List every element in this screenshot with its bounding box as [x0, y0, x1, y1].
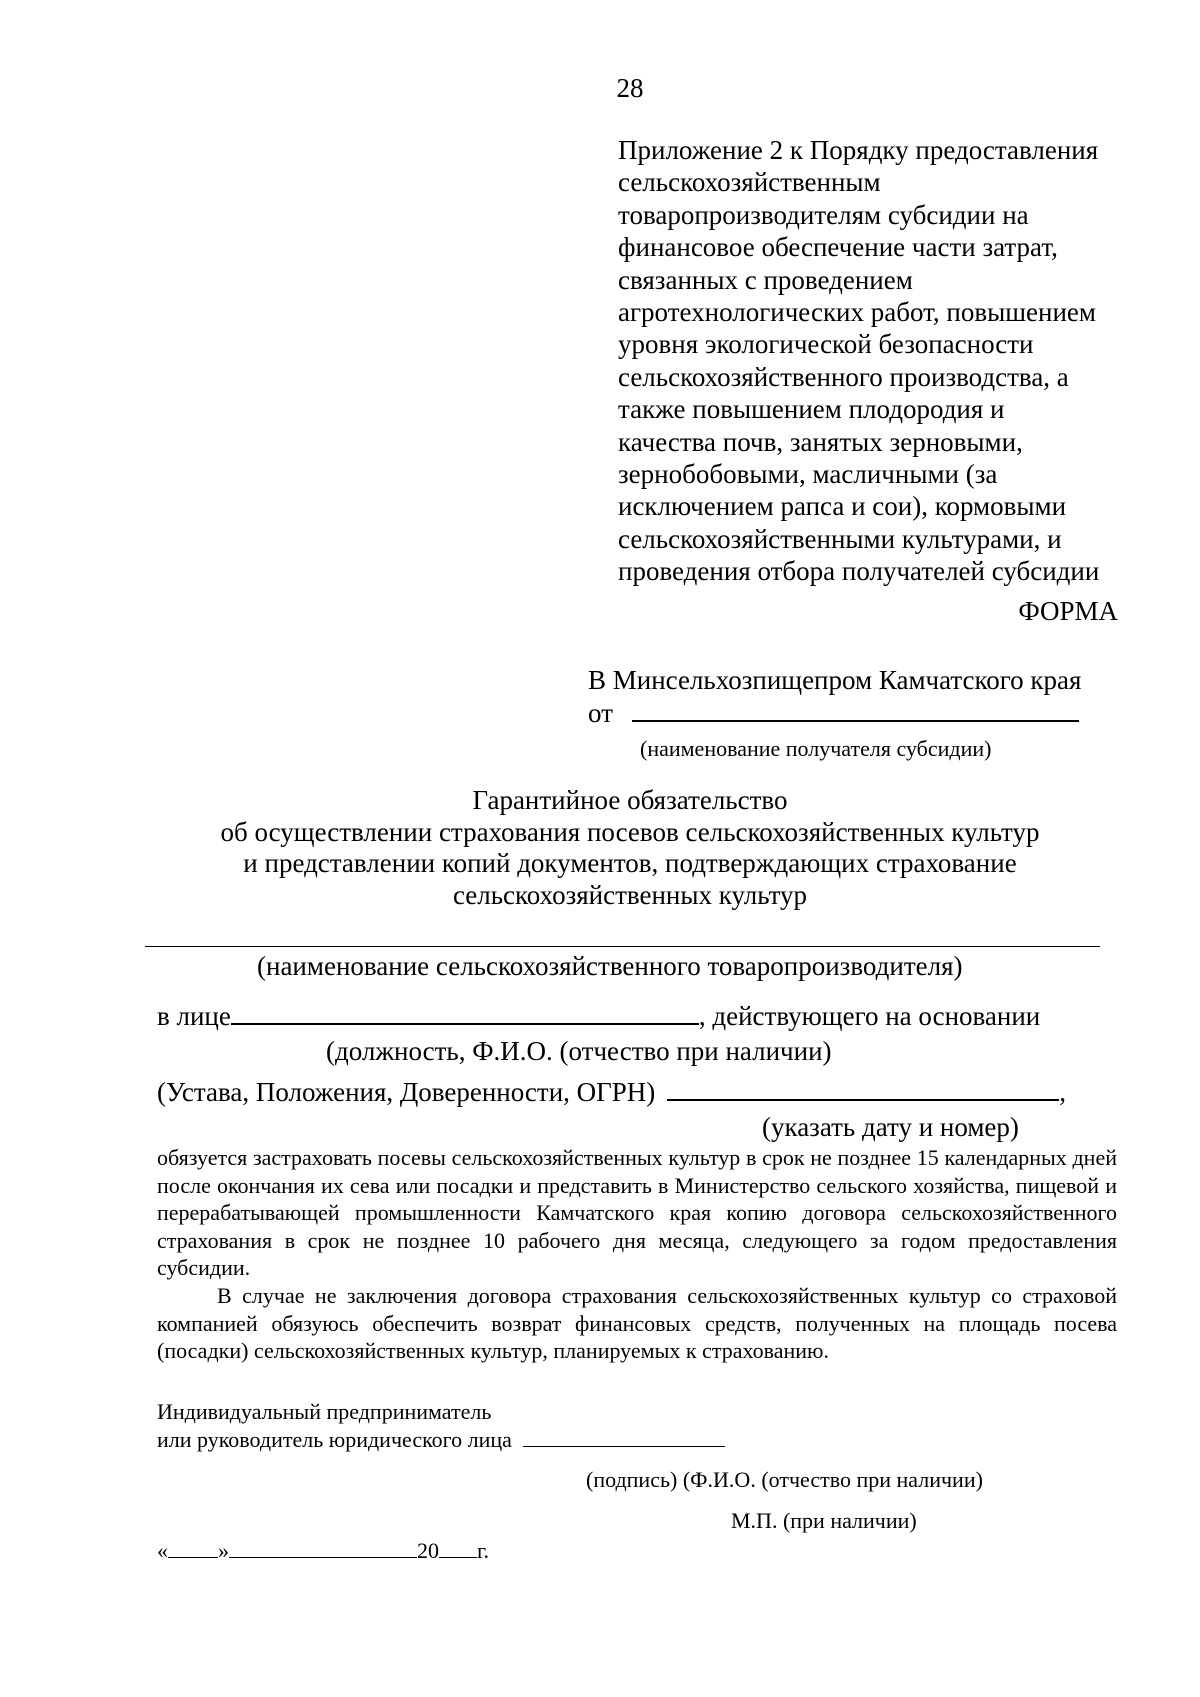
signature-blank-line[interactable]	[523, 1428, 725, 1447]
date-year-blank[interactable]	[439, 1539, 477, 1558]
appendix-line: проведения отбора получателей субсидии	[618, 556, 1100, 587]
signature-block	[157, 1398, 725, 1453]
addressee-from	[588, 697, 1079, 729]
page-number: 28	[616, 73, 644, 103]
addressee-to: В Минсельхозпищепром Камчатского края	[588, 665, 1082, 695]
from-blank-line[interactable]	[632, 698, 1079, 722]
appendix-line: связанных с проведением	[618, 264, 913, 295]
person-suffix: , действующего на основании	[698, 1001, 1041, 1031]
from-label: от	[588, 698, 613, 728]
person-caption: (должность, Ф.И.О. (отчество при наличии)	[326, 1036, 832, 1066]
appendix-line: товаропроизводителям субсидии на	[618, 199, 1029, 230]
obligation-paragraph-1: обязуется застраховать посевы сельскохозяйственных культур в срок не позднее 15 календарных дней после окончания их сева или посадки и представить в Министерство сельского хозяйства, пищевой и перерабатывающей промышленности Камчатского края копию договора сельскохозяйственного страхования в срок не позднее 10 рабочего дня месяца, следующего за годом предоставления субсидии.	[157, 1145, 1117, 1281]
title-line-3: и представлении копий документов, подтверждающих страхование	[243, 848, 1017, 878]
basis-caption: (указать дату и номер)	[762, 1112, 1019, 1142]
appendix-line: сельскохозяйственными культурами, и	[618, 523, 1062, 554]
person-label: в лице	[157, 1001, 231, 1031]
appendix-line: исключением рапса и сои), кормовыми	[618, 491, 1067, 522]
appendix-line: также повышением плодородия и	[618, 394, 1005, 425]
appendix-line: сельскохозяйственным	[618, 167, 881, 198]
producer-caption: (наименование сельскохозяйственного товаропроизводителя)	[257, 951, 963, 981]
title-line-1: Гарантийное обязательство	[472, 785, 788, 815]
producer-blank-line[interactable]	[145, 946, 1100, 947]
appendix-line: сельскохозяйственного производства, а	[618, 361, 1069, 392]
date-row	[157, 1537, 489, 1565]
from-caption: (наименование получателя субсидии)	[640, 736, 992, 761]
date-open-quote: «	[157, 1538, 168, 1563]
date-year-suffix: г.	[477, 1538, 490, 1563]
obligation-paragraph-2: В случае не заключения договора страхования сельскохозяйственных культур со страховой компанией обязуюсь обеспечить возврат финансовых средств, полученных на площадь посева (посадки) сельскохозяйственных культур, планируемых к страхованию.	[157, 1282, 1117, 1364]
appendix-line: качества почв, занятых зерновыми,	[618, 426, 1023, 457]
basis-label: (Устава, Положения, Доверенности, ОГРН)	[157, 1077, 656, 1107]
stamp-note: М.П. (при наличии)	[731, 1508, 917, 1533]
basis-suffix: ,	[1059, 1077, 1067, 1107]
obligation-text	[157, 1144, 1117, 1365]
date-close-quote: »	[218, 1538, 229, 1563]
appendix-line: зернобобовыми, масличными (за	[618, 459, 998, 490]
date-year-prefix: 20	[417, 1538, 439, 1563]
signature-caption: (подпись) (Ф.И.О. (отчество при наличии)	[586, 1467, 983, 1492]
basis-blank-line[interactable]	[667, 1077, 1059, 1101]
appendix-line: уровня экологической безопасности	[618, 329, 1034, 360]
date-day-blank[interactable]	[168, 1539, 218, 1558]
appendix-line: финансовое обеспечение части затрат,	[618, 232, 1058, 263]
appendix-line: агротехнологических работ, повышением	[618, 297, 1096, 328]
person-blank-line[interactable]	[231, 1001, 699, 1025]
appendix-line-1: Приложение 2 к Порядку предоставления	[618, 135, 1099, 165]
document-title	[0, 785, 1200, 911]
title-line-4: сельскохозяйственных культур	[452, 879, 808, 910]
person-row	[157, 1000, 1040, 1032]
signature-line-1: Индивидуальный предприниматель	[157, 1399, 492, 1424]
signature-line-2: или руководитель юридического лица	[157, 1426, 512, 1452]
appendix-header	[618, 134, 1118, 588]
date-month-blank[interactable]	[229, 1539, 417, 1558]
basis-row	[157, 1076, 1066, 1108]
form-label: ФОРМА	[1018, 596, 1118, 626]
title-line-2: об осуществлении страхования посевов сельскохозяйственных культур	[220, 816, 1040, 847]
